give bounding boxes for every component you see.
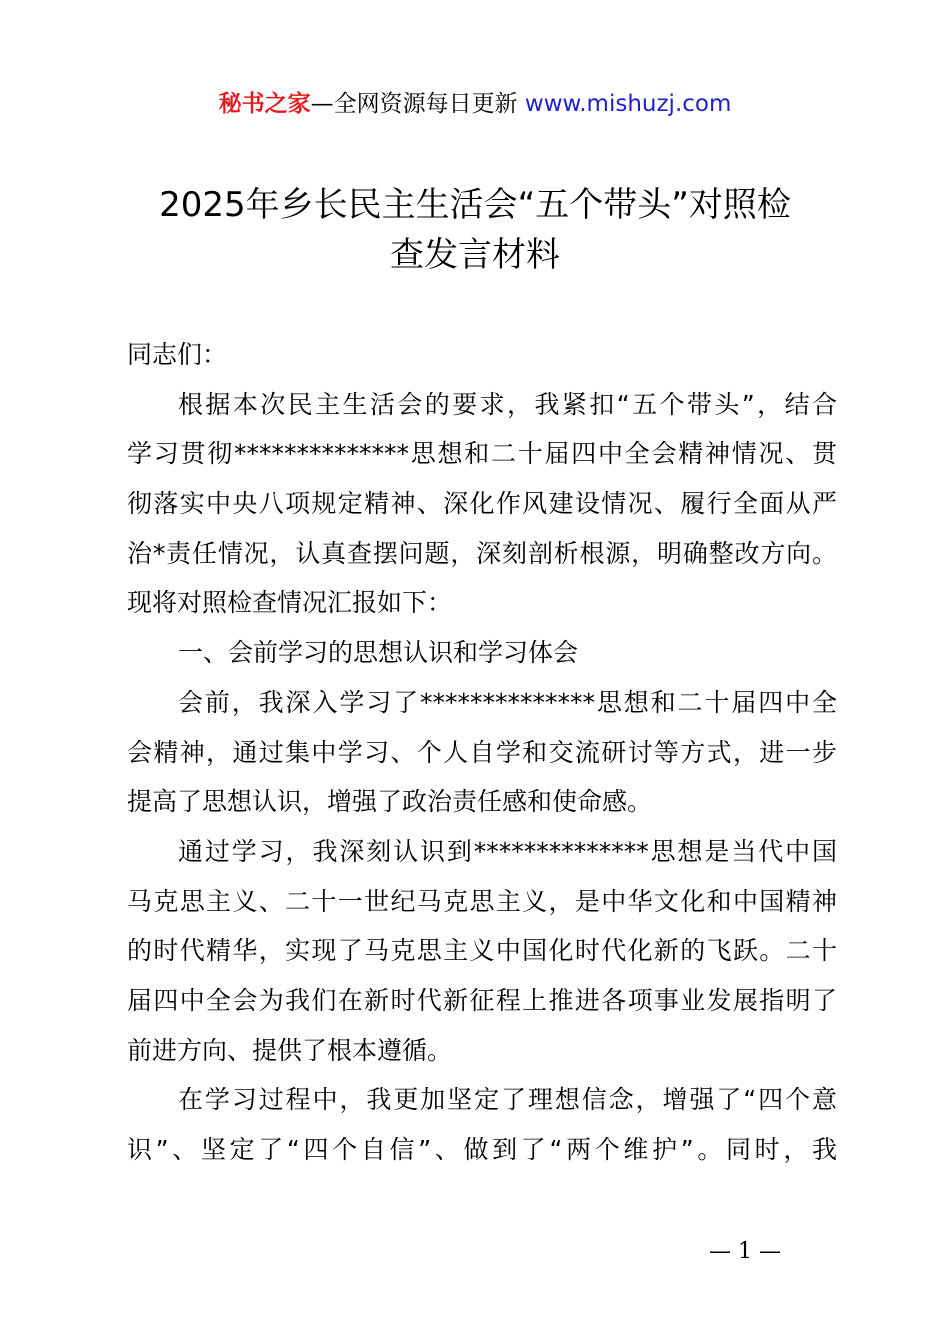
salutation: 同志们：: [127, 340, 228, 369]
site-url-link[interactable]: www.mishuzj.com: [524, 91, 732, 117]
body-line: 通过学习，我深刻认识到**************思想是当代中国: [178, 836, 837, 866]
body-line: 识”、坚定了“四个自信”、做到了“两个维护”。同时，我: [127, 1135, 837, 1164]
body-line: 根据本次民主生活会的要求，我紧扣“五个带头”，结合: [178, 389, 837, 419]
body-line: 的时代精华，实现了马克思主义中国化时代化新的飞跃。二十: [127, 936, 837, 966]
document-title: [120, 180, 830, 280]
title-line-2: 查发言材料: [390, 235, 560, 275]
body-line: 会精神，通过集中学习、个人自学和交流研讨等方式，进一步: [127, 737, 837, 767]
header-tagline: —全网资源每日更新: [310, 91, 518, 117]
title-line-1: 2025年乡长民主生活会“五个带头”对照检: [159, 185, 791, 225]
brand-name: 秘书之家: [218, 91, 311, 117]
body-line: 届四中全会为我们在新时代新征程上推进各项事业发展指明了: [127, 985, 837, 1015]
body-line: 现将对照检查情况汇报如下：: [127, 588, 453, 618]
body-line: 学习贯彻**************思想和二十届四中全会精神情况、贯: [127, 439, 837, 469]
body-line: 提高了思想认识，增强了政治责任感和使命感。: [127, 787, 653, 817]
body-line: 治*责任情况，认真查摆问题，深刻剖析根源，明确整改方向。: [127, 538, 837, 568]
page-number: — 1 —: [709, 1239, 781, 1264]
body-line: 前进方向、提供了根本遵循。: [127, 1035, 453, 1065]
body-line: 会前，我深入学习了**************思想和二十届四中全: [178, 687, 837, 717]
document-body: [127, 330, 837, 1175]
body-line: 马克思主义、二十一世纪马克思主义，是中华文化和中国精神: [127, 886, 837, 916]
section-heading: 一、会前学习的思想认识和学习体会: [178, 638, 579, 668]
body-line: 彻落实中央八项规定精神、深化作风建设情况、履行全面从严: [127, 489, 837, 519]
body-line: 在学习过程中，我更加坚定了理想信念，增强了“四个意: [178, 1085, 837, 1115]
site-header: [0, 88, 950, 120]
